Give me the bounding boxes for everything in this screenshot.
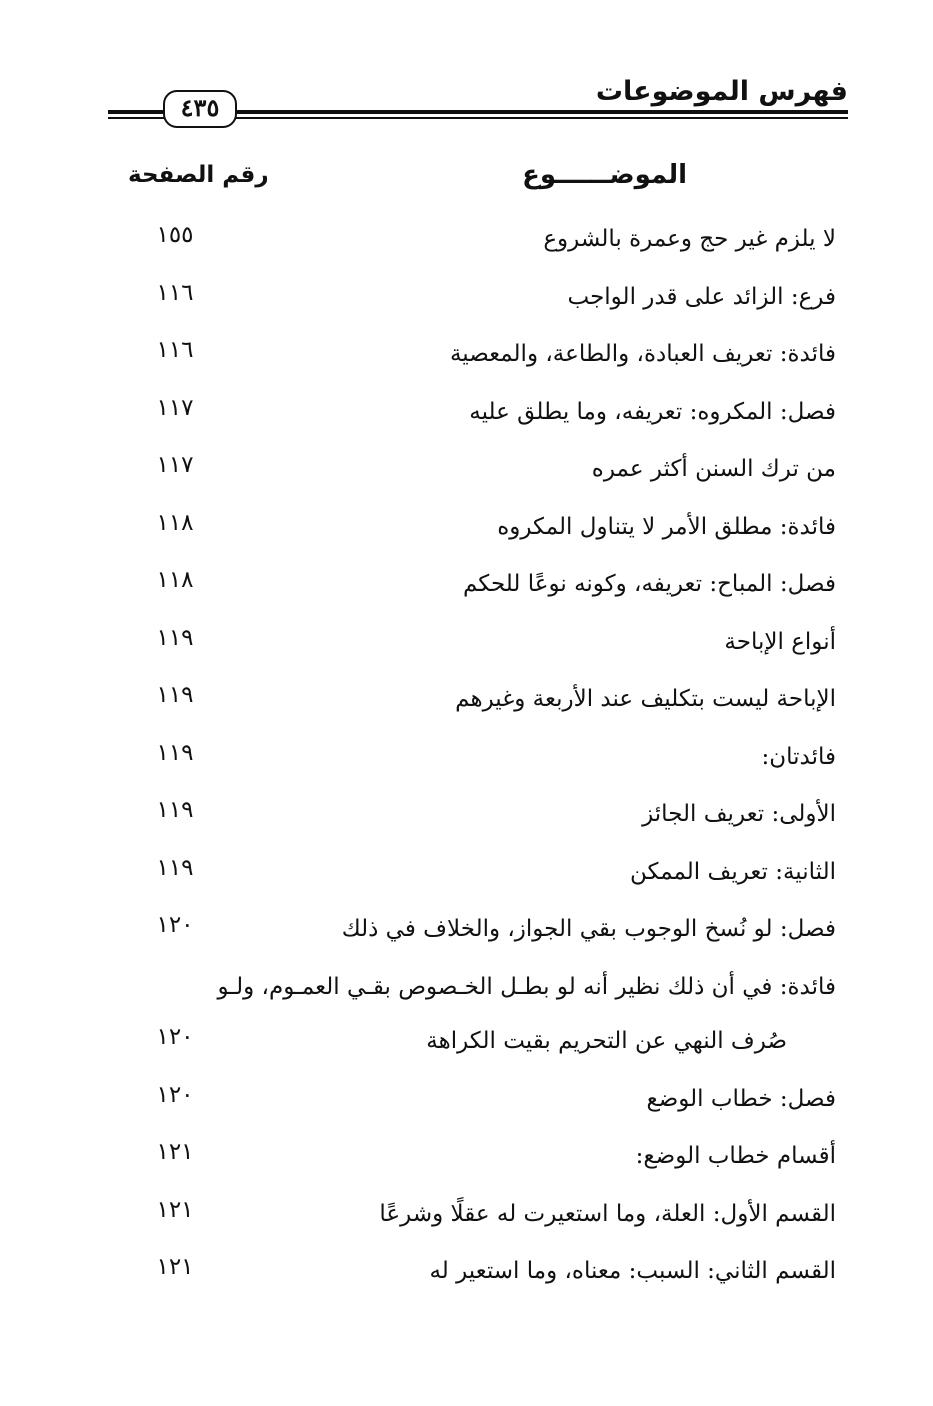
toc-topic: القسم الثاني: السبب: معناه، وما استعير له	[429, 1258, 836, 1284]
toc-topic: لا يلزم غير حج وعمرة بالشروع	[543, 226, 836, 252]
toc-topic: أقسام خطاب الوضع:	[635, 1143, 836, 1169]
toc-topic: الثانية: تعريف الممكن	[630, 859, 836, 885]
toc-page-number: ١٢١	[156, 1139, 194, 1165]
page-title: فهرس الموضوعات	[595, 76, 848, 107]
toc-row	[0, 452, 933, 502]
toc-page-number: ١٢١	[156, 1197, 194, 1223]
toc-page-number: ١١٨	[156, 567, 194, 593]
toc-row	[0, 1197, 933, 1247]
toc-page-number: ١٢٠	[156, 1082, 194, 1108]
toc-page-number: ١١٩	[156, 797, 194, 823]
toc-page-number: ١٥٥	[156, 222, 194, 248]
toc-topic: فائدة: في أن ذلك نظير أنه لو بطـل الخـصوص بقـي العمـوم، ولـو	[217, 974, 836, 1000]
page-header	[108, 72, 848, 132]
toc-topic: فائدة: مطلق الأمر لا يتناول المكروه	[497, 514, 836, 540]
toc-row	[0, 395, 933, 445]
toc-row	[0, 1139, 933, 1189]
toc-topic: صُرف النهي عن التحريم بقيت الكراهة	[426, 1028, 787, 1054]
toc-topic: فائدة: تعريف العبادة، والطاعة، والمعصية	[449, 341, 836, 367]
page-column-header: رقم الصفحة	[128, 162, 269, 188]
toc-row	[0, 625, 933, 675]
toc-topic: الأولى: تعريف الجائز	[642, 801, 836, 827]
toc-row	[0, 855, 933, 905]
toc-row-continuation	[0, 1024, 933, 1074]
toc-page-number: ١١٩	[156, 625, 194, 651]
toc-topic: فرع: الزائد على قدر الواجب	[567, 284, 836, 310]
toc-page-number: ١١٨	[156, 510, 194, 536]
topic-column-header: الموضــــــوع	[522, 160, 687, 190]
toc-page-number: ١١٦	[156, 280, 194, 306]
toc-topic: فصل: لو نُسخ الوجوب بقي الجواز، والخلاف في ذلك	[341, 916, 836, 942]
toc-page-number: ١١٧	[156, 395, 194, 421]
toc-page-number: ١١٩	[156, 855, 194, 881]
toc-page-number: ١١٩	[156, 682, 194, 708]
toc-row	[0, 797, 933, 847]
toc-page-number: ١١٦	[156, 337, 194, 363]
toc-topic: أنواع الإباحة	[724, 629, 836, 655]
toc-topic: القسم الأول: العلة، وما استعيرت له عقلًا وشرعًا	[379, 1201, 836, 1227]
toc-row	[0, 222, 933, 272]
toc-row	[0, 1254, 933, 1304]
toc-page-number: ١٢٠	[156, 912, 194, 938]
toc-row	[0, 280, 933, 330]
toc-row	[0, 740, 933, 790]
toc-page-number: ١١٧	[156, 452, 194, 478]
toc-row	[0, 682, 933, 732]
toc-page-number: ١١٩	[156, 740, 194, 766]
toc-topic: فصل: خطاب الوضع	[646, 1086, 836, 1112]
toc-page-number: ١٢٠	[156, 1024, 194, 1050]
page-number: ٤٣٥	[163, 90, 237, 128]
toc-topic: فصل: المكروه: تعريفه، وما يطلق عليه	[469, 399, 836, 425]
toc-row	[0, 1082, 933, 1132]
toc-row	[0, 970, 933, 1020]
toc-row	[0, 912, 933, 962]
toc-topic: فصل: المباح: تعريفه، وكونه نوعًا للحكم	[462, 571, 836, 597]
toc-topic: فائدتان:	[761, 744, 836, 770]
toc-topic: الإباحة ليست بتكليف عند الأربعة وغيرهم	[455, 686, 836, 712]
toc-row	[0, 337, 933, 387]
toc-row	[0, 510, 933, 560]
toc-page-number: ١٢١	[156, 1254, 194, 1280]
column-headers	[0, 160, 933, 208]
toc-topic: من ترك السنن أكثر عمره	[591, 456, 836, 482]
toc-row	[0, 567, 933, 617]
